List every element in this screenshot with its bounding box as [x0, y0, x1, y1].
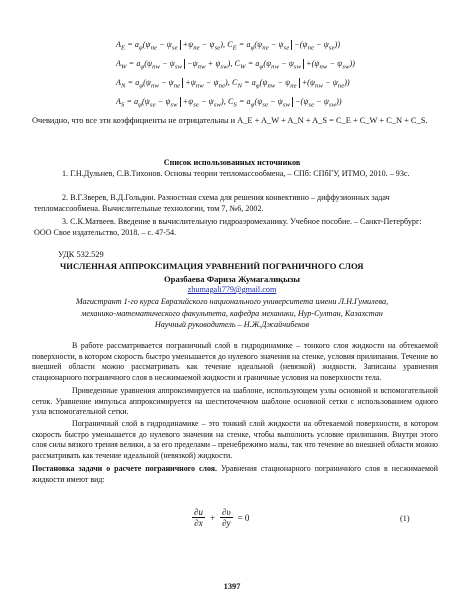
body-paragraph: Приведенные уравнения аппроксимируется на шаблоне, использующем узлы основной и вспомогательной сеток. Уравнение импульса аппроксимируется на шеститочечном шаблоне основной сетки с использованием одного узла вспомогательной сетки. — [32, 386, 438, 417]
formula-row: $A_E = a_\varphi(\psi_{ne} - \psi_{se} +\psi_{ne} - \psi_{se})$, $C_E = a_\varphi(\psi_{ne} - \psi_{se} -(\psi_{ne} - \psi_{se}))$ — [116, 39, 341, 52]
plus-sign: + — [209, 512, 216, 523]
equals-zero: = 0 — [237, 512, 250, 523]
affiliation-line: механико-математического факультета, кафедра механики, Нур-Султан, Казахстан — [81, 309, 383, 318]
page-number: 1397 — [223, 582, 241, 591]
formula-row: $A_S = a_\varphi(\psi_{se} - \psi_{sw} +\psi_{se} - \psi_{sw})$, $C_S = a_\varphi(\psi_{se} - \psi_{sw} -(\psi_{se} - \psi_{sw}))$ — [116, 96, 342, 109]
body-paragraph: Пограничный слой в гидродинамике – это тонкий слой жидкости на обтекаемой поверхности, в котором скорость быстро уменьшается до нулевого значения на стенке, чтобы выполнить условие прилипания. Внутри этого слоя силы вязкого трения велики, а за его пределами – пренебрежимо малы, так что течение во внешней области можно рассматривать как течение идеальной (невязкой) жидкости. — [32, 419, 438, 461]
equation-number: (1) — [400, 514, 410, 523]
reference-item: 2. В.Г.Зверев, В.Д.Гольдин. Разностная схема для решения конвективно – диффузионных задач тепломассообмена. Вычислительные технологии, том 7, №6, 2002. — [34, 193, 390, 213]
reference-item: 3. С.К.Матвеев. Введение в вычислительную гидроаэромеханику. Учебное пособие. – Санкт-Петербург: ООО Свое издательство, 2018. – с. 47-54. — [34, 217, 422, 237]
denominator: ∂y — [222, 518, 231, 528]
supervisor-line: Научный руководитель – Н.Ж.Джайчибеков — [154, 320, 310, 329]
udk-code: УДК 532.529 — [58, 250, 104, 259]
fraction-dv-dy — [220, 507, 233, 528]
denominator: ∂x — [194, 518, 203, 528]
continuity-equation — [190, 507, 252, 528]
numerator: ∂υ — [222, 507, 231, 517]
formula-row: $A_W = a_\varphi(\psi_{nw} - \psi_{sw} -\psi_{nw} + \psi_{sw})$, $C_W = a_\varphi(\psi_{nw} - \psi_{sw} +(\psi_{nw} - \psi_{sw}))$ — [116, 58, 356, 71]
coefficient-formulas — [116, 36, 376, 112]
body-paragraph: В работе рассматривается пограничный слой в гидродинамике – тонкого слоя жидкости на обтекаемой поверхности, в котором скорость быстро уменьшается до нулевого значения на стенке, условия прилипания. Течение во внешней области можно рассматривать как течение идеальной (невязкой) жидкости. Записаны уравнения стационарного пограничного слоя в несжимаемой жидкости и граничные условия на поверхности тела. — [32, 341, 438, 383]
author-email-link[interactable]: zhumagali779@gmail.com — [187, 285, 277, 294]
body-paragraph — [32, 464, 438, 485]
references-title: Список использованных источников — [163, 158, 301, 167]
paragraph-text: Уравнения стационарного пограничного слоя в несжимаемой жидкости имеют вид: — [32, 464, 438, 484]
section-heading: Постановка задачи о расчете пограничного слоя. — [32, 464, 217, 473]
conclusion-text: Очевидно, что все эти коэффициенты не отрицательны и A_E + A_W + A_N + A_S = C_E + C_W + C_N + C_S. — [32, 116, 428, 125]
numerator: ∂u — [194, 507, 203, 517]
affiliation-line: Магистрант 1-го курса Евразийского национального университета имени Л.Н.Гумилева, — [75, 297, 389, 306]
article-title: ЧИСЛЕННАЯ АППРОКСИМАЦИЯ УРАВНЕНИЙ ПОГРАНИЧНОГО СЛОЯ — [60, 261, 364, 271]
reference-item: 1. Г.Н.Дульнев, С.В.Тихонов. Основы теории тепломассообмена, – СПб: СПбГУ, ИТМО, 2010. – 93с. — [62, 169, 410, 178]
formula-row: $A_N = a_\varphi(\psi_{nw} - \psi_{ne} +\psi_{nw} - \psi_{ne})$, $C_N = a_\varphi(\psi_{nw} - \psi_{ne} +(\psi_{nw} - \psi_{ne}))$ — [116, 77, 350, 90]
author-name: Оразбаева Фариза Жумагалиқызы — [163, 274, 300, 284]
fraction-du-dx — [192, 507, 205, 528]
